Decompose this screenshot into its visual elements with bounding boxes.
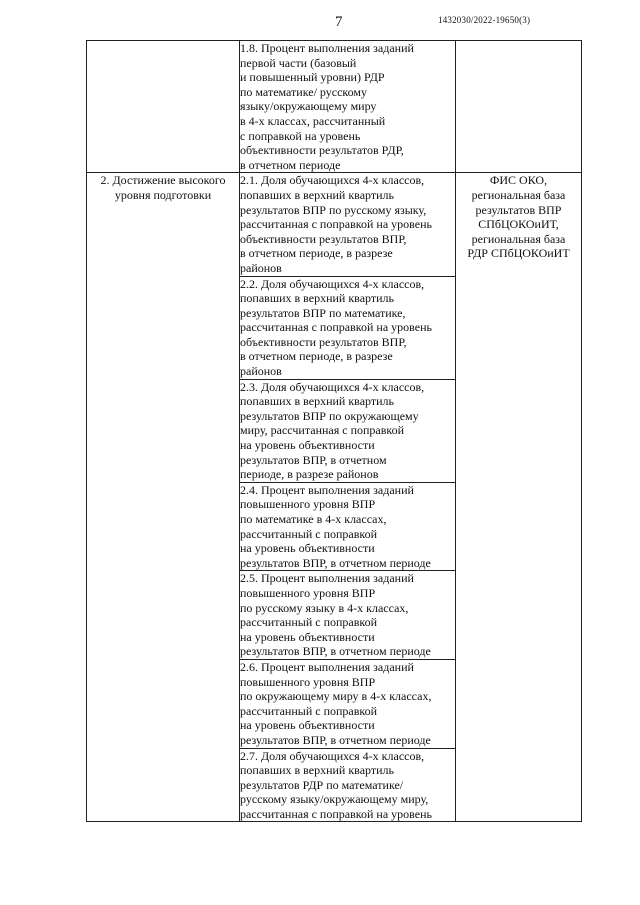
- text-line: результатов ВПР по математике,: [240, 305, 406, 320]
- text-line: с поправкой на уровень: [240, 128, 361, 143]
- indicator-cell-2-1: [240, 173, 456, 276]
- text-line: результатов ВПР, в отчетном периоде: [240, 732, 431, 747]
- text-line: в отчетном периоде, в разрезе: [240, 246, 393, 261]
- text-line: объективности результатов РДР,: [240, 143, 404, 158]
- text-line: 2.2. Доля обучающихся 4-х классов,: [240, 276, 425, 291]
- text-line: в отчетном периоде, в разрезе: [240, 349, 393, 364]
- text-line: миру, рассчитанная с поправкой: [240, 423, 405, 438]
- text-line: региональная база: [471, 187, 566, 202]
- text-line: результатов ВПР, в отчетном периоде: [240, 644, 431, 659]
- indicators-table: [86, 40, 582, 822]
- text-line: результатов ВПР по окружающему: [240, 408, 419, 423]
- indicator-cell-2-3: [240, 379, 456, 482]
- text-line: попавших в верхний квартиль: [240, 291, 394, 306]
- text-line: русскому языку/окружающему миру,: [240, 792, 429, 807]
- text-line: языку/окружающему миру: [240, 99, 377, 114]
- text-line: 2. Достижение высокого: [100, 173, 226, 188]
- criterion-cell-empty: [87, 41, 240, 173]
- table-row-2-1: [87, 173, 582, 276]
- indicator-cell-2-4: [240, 482, 456, 571]
- text-line: в отчетном периоде: [240, 157, 341, 172]
- text-line: результатов ВПР: [475, 202, 562, 217]
- text-line: первой части (базовый: [240, 55, 357, 70]
- text-line: 2.5. Процент выполнения заданий: [240, 571, 414, 586]
- text-line: попавших в верхний квартиль: [240, 763, 394, 778]
- text-line: рассчитанная с поправкой на уровень: [240, 320, 432, 335]
- text-line: периоде, в разрезе районов: [240, 467, 379, 482]
- text-line: районов: [240, 364, 282, 379]
- text-line: попавших в верхний квартиль: [240, 394, 394, 409]
- text-line: по русскому языку в 4-х классах,: [240, 600, 409, 615]
- text-line: СПбЦОКОиИТ,: [478, 217, 559, 232]
- indicator-cell-2-2: [240, 276, 456, 379]
- text-line: повышенного уровня ВПР: [240, 674, 376, 689]
- text-line: рассчитанный с поправкой: [240, 526, 378, 541]
- text-line: по математике в 4-х классах,: [240, 512, 387, 526]
- indicator-cell-1-8: [240, 41, 456, 173]
- indicator-cell-2-5: [240, 571, 456, 660]
- text-line: результатов ВПР, в отчетном: [240, 452, 387, 467]
- text-line: на уровень объективности: [240, 438, 375, 453]
- text-line: результатов ВПР по русскому языку,: [240, 202, 427, 217]
- source-cell-empty: [456, 41, 582, 173]
- text-line: 2.7. Доля обучающихся 4-х классов,: [240, 748, 425, 763]
- text-line: на уровень объективности: [240, 541, 375, 556]
- text-line: объективности результатов ВПР,: [240, 334, 407, 349]
- text-line: повышенного уровня ВПР: [240, 497, 376, 512]
- table-row-1-8: [87, 41, 582, 173]
- text-line: 1.8. Процент выполнения заданий: [240, 41, 414, 55]
- text-line: рассчитанный с поправкой: [240, 615, 378, 630]
- text-line: 2.4. Процент выполнения заданий: [240, 482, 414, 497]
- text-line: 2.1. Доля обучающихся 4-х классов,: [240, 173, 425, 188]
- text-line: ФИС ОКО,: [489, 173, 548, 188]
- text-line: по окружающему миру в 4-х классах,: [240, 689, 432, 704]
- text-line: региональная база: [471, 231, 566, 246]
- text-line: уровня подготовки: [114, 187, 212, 202]
- text-line: районов: [240, 260, 282, 275]
- text-line: на уровень объективности: [240, 629, 375, 644]
- document-code: 1432030/2022-19650(3): [438, 15, 531, 25]
- text-line: в 4-х классах, рассчитанный: [240, 113, 386, 128]
- text-line: результатов РДР по математике/: [240, 777, 404, 792]
- text-line: повышенного уровня ВПР: [240, 585, 376, 600]
- text-line: и повышенный уровни) РДР: [240, 70, 385, 85]
- indicator-cell-2-6: [240, 659, 456, 748]
- text-line: РДР СПбЦОКОиИТ: [467, 246, 570, 261]
- text-line: рассчитанная с поправкой на уровень: [240, 217, 432, 232]
- data-source-cell: [456, 173, 582, 822]
- indicator-cell-2-7: [240, 748, 456, 822]
- text-line: объективности результатов ВПР,: [240, 231, 407, 246]
- criterion-cell: [87, 173, 240, 822]
- text-line: результатов ВПР, в отчетном периоде: [240, 555, 431, 570]
- text-line: рассчитанный с поправкой: [240, 703, 378, 718]
- text-line: по математике/ русскому: [240, 84, 367, 99]
- text-line: попавших в верхний квартиль: [240, 187, 394, 202]
- text-line: на уровень объективности: [240, 718, 375, 733]
- page-number: 7: [335, 14, 343, 30]
- text-line: 2.6. Процент выполнения заданий: [240, 659, 414, 674]
- text-line: рассчитанная с поправкой на уровень: [240, 806, 432, 821]
- text-line: 2.3. Доля обучающихся 4-х классов,: [240, 379, 425, 394]
